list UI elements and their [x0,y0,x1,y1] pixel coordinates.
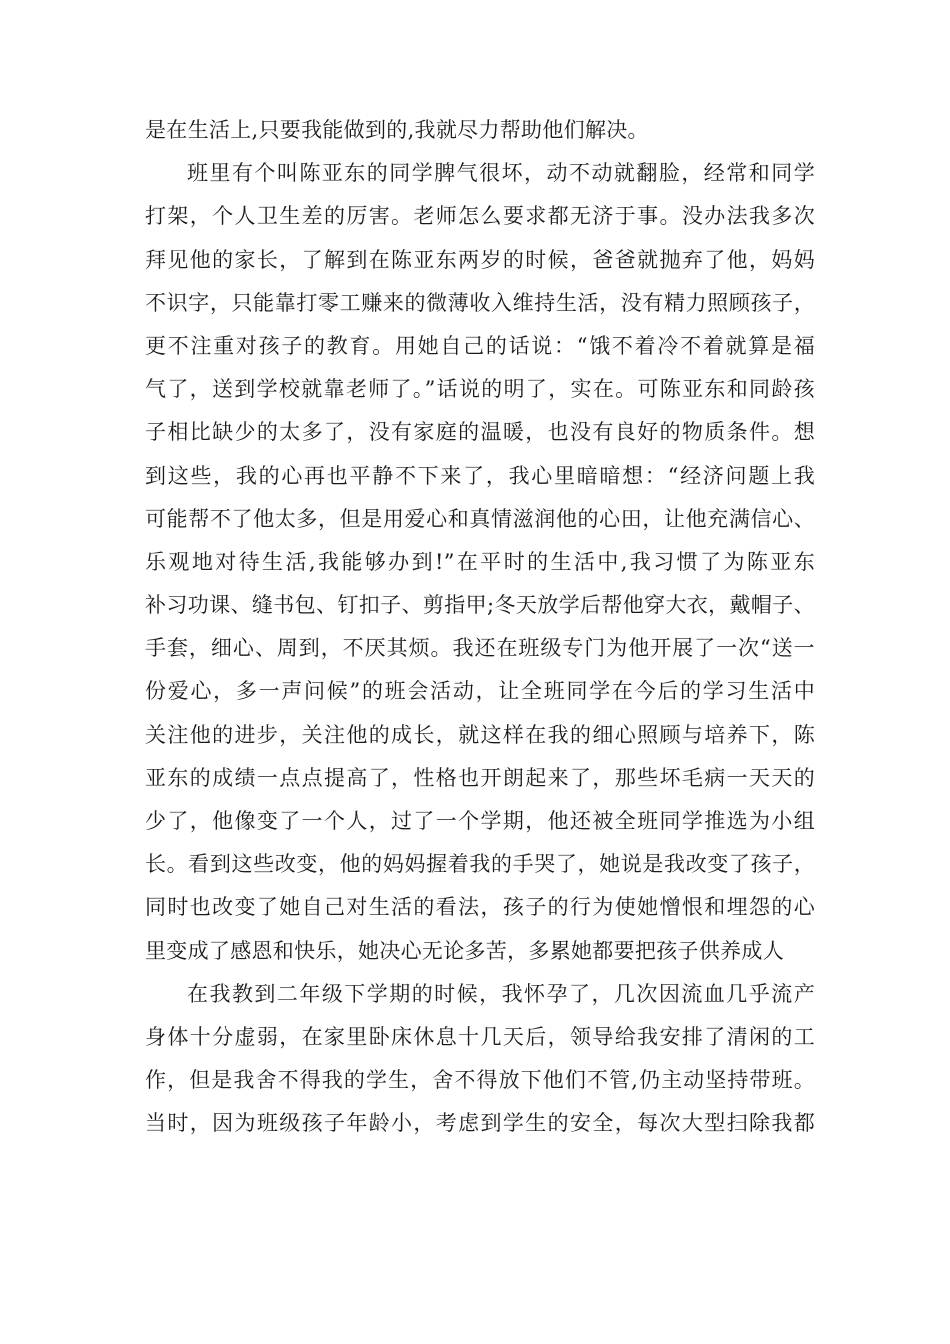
body-text [145,109,815,1146]
text-line: 少了，他像变了一个人，过了一个学期，他还被全班同学推选为小组 [145,809,815,833]
text-line: 打架，个人卫生差的厉害。老师怎么要求都无济于事。没办法我多次 [145,204,815,229]
text-line: 拜见他的家长，了解到在陈亚东两岁的时候，爸爸就抛弃了他，妈妈 [145,247,815,272]
text-line: 乐观地对待生活,我能够办到!”在平时的生活中,我习惯了为陈亚东 [145,549,815,574]
text-line: 更不注重对孩子的教育。用她自己的话说：“饿不着冷不着就算是福 [145,333,815,358]
text-line: 补习功课、缝书包、钉扣子、剪指甲;冬天放学后帮他穿大衣，戴帽子、 [145,593,815,618]
text-line: 份爱心，多一声问候”的班会活动，让全班同学在今后的学习生活中 [145,679,815,704]
text-line: 是在生活上,只要我能做到的,我就尽力帮助他们解决。 [145,118,649,142]
text-line: 亚东的成绩一点点提高了，性格也开朗起来了，那些坏毛病一天天的 [145,765,815,790]
text-line: 子相比缺少的太多了，没有家庭的温暖，也没有良好的物质条件。想 [145,420,815,445]
text-line: 班里有个叫陈亚东的同学脾气很坏，动不动就翻脸，经常和同学 [187,161,815,186]
text-line: 不识字，只能靠打零工赚来的微薄收入维持生活，没有精力照顾孩子， [145,290,815,315]
text-line: 关注他的进步，关注他的成长，就这样在我的细心照顾与培养下，陈 [145,722,815,747]
text-line: 当时，因为班级孩子年龄小，考虑到学生的安全，每次大型扫除我都 [145,1111,815,1136]
text-line: 里变成了感恩和快乐，她决心无论多苦，多累她都要把孩子供养成人 [145,938,784,963]
text-line: 可能帮不了他太多，但是用爱心和真情滋润他的心田，让他充满信心、 [145,506,815,531]
text-line: 手套，细心、周到，不厌其烦。我还在班级专门为他开展了一次“送一 [145,636,815,661]
text-line: 到这些，我的心再也平静不下来了，我心里暗暗想：“经济问题上我 [145,463,815,488]
text-line: 在我教到二年级下学期的时候，我怀孕了，几次因流血几乎流产 [187,981,815,1006]
text-line: 同时也改变了她自己对生活的看法，孩子的行为使她憎恨和埋怨的心 [145,895,815,920]
text-line: 作，但是我舍不得我的学生，舍不得放下他们不管,仍主动坚持带班。 [145,1068,815,1093]
text-line: 气了，送到学校就靠老师了。”话说的明了，实在。可陈亚东和同龄孩 [145,377,815,402]
text-line: 身体十分虚弱，在家里卧床休息十几天后，领导给我安排了清闲的工 [145,1024,815,1049]
text-line: 长。看到这些改变，他的妈妈握着我的手哭了，她说是我改变了孩子， [145,852,815,877]
